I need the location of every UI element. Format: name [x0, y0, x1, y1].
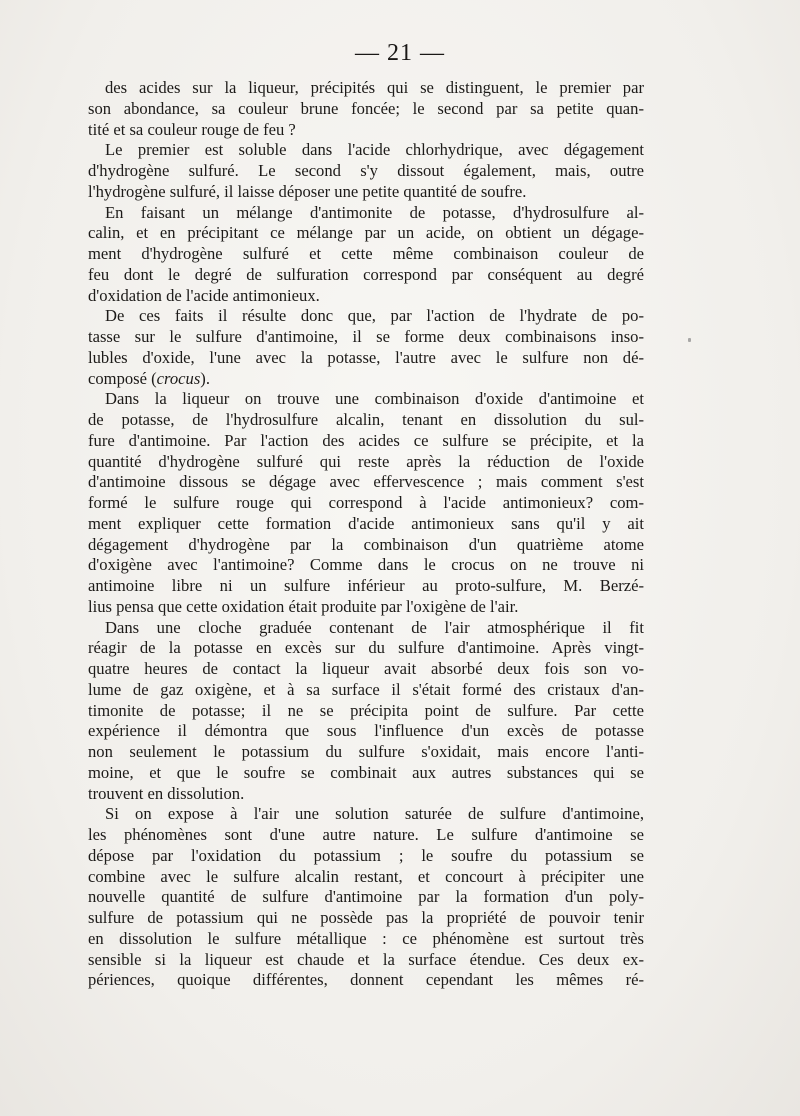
text-line: de potasse, de l'hydrosulfure alcalin, tenant en dissolution du sul-: [88, 410, 644, 429]
text-line: non seulement le potassium du sulfure s'oxidait, mais encore l'anti-: [88, 742, 644, 761]
text-line: timonite de potasse; il ne se précipita point de sulfure. Par cette: [88, 700, 644, 720]
text-line: Le premier est soluble dans l'acide chlorhydrique, avec dégagement: [105, 140, 644, 160]
paragraph-6: [88, 618, 644, 805]
text-line: sulfure de potassium qui ne possède pas la propriété de pouvoir tenir: [88, 908, 644, 927]
text-line: feu dont le degré de sulfuration correspond par conséquent au degré: [88, 264, 644, 284]
print-speck: [688, 338, 691, 342]
text-line: d'oxidation de l'acide antimonieux.: [88, 285, 320, 305]
text-line: d'oxigène avec l'antimoine? Comme dans le crocus on ne trouve ni: [88, 555, 644, 575]
text-line: En faisant un mélange d'antimonite de potasse, d'hydrosulfure al-: [105, 202, 644, 222]
paragraph-4: [88, 306, 644, 389]
text-line: trouvent en dissolution.: [88, 783, 245, 803]
text-line: Si on expose à l'air une solution saturée de sulfure d'antimoine,: [105, 804, 644, 824]
text-line: fure d'antimoine. Par l'action des acides ce sulfure se précipite, et la: [88, 430, 644, 450]
text-line: tité et sa couleur rouge de feu ?: [88, 119, 296, 139]
text-line: moine, et que le soufre se combinait aux autres substances qui se: [88, 762, 644, 782]
text-line: combine avec le sulfure alcalin restant, et concourt à précipiter une: [88, 866, 644, 886]
text-line: Dans une cloche graduée contenant de l'air atmosphérique il fit: [105, 617, 644, 637]
text-line: [88, 369, 644, 390]
text-line: formé le sulfure rouge qui correspond à l'acide antimonieux? com-: [88, 493, 644, 512]
text-line: lius pensa que cette oxidation était produite par l'oxigène de l'air.: [88, 596, 519, 616]
text-line: quatre heures de contact la liqueur avait absorbé deux fois son vo-: [88, 659, 644, 678]
text-line: lubles d'oxide, l'une avec la potasse, l'autre avec le sulfure non dé-: [88, 347, 644, 367]
text-line: calin, et en précipitant ce mélange par un acide, on obtient un dégage-: [88, 223, 644, 243]
text-line: des acides sur la liqueur, précipités qui se distinguent, le premier par: [105, 78, 644, 97]
text-line: Dans la liqueur on trouve une combinaison d'oxide d'antimoine et: [105, 389, 644, 409]
text-line: sensible si la liqueur est chaude et la surface étendue. Ces deux ex-: [88, 949, 644, 969]
text-fragment: composé (: [88, 368, 157, 388]
text-line: ment expliquer cette formation d'acide antimonieux sans qu'il y ait: [88, 513, 644, 533]
page-number: — 21 —: [355, 40, 445, 66]
text-line: quantité d'hydrogène sulfuré qui reste après la réduction de l'oxide: [88, 451, 644, 471]
text-line: les phénomènes sont d'une autre nature. Le sulfure d'antimoine se: [88, 825, 644, 844]
text-line: antimoine libre ni un sulfure inférieur au proto-sulfure, M. Berzé-: [88, 576, 644, 595]
text-line: d'hydrogène sulfuré. Le second s'y dissout également, mais, outre: [88, 161, 644, 180]
paragraph-2: [88, 140, 644, 202]
paragraph-1: [88, 78, 644, 140]
text-fragment: ).: [200, 368, 210, 388]
text-line: réagir de la potasse en excès sur du sulfure d'antimoine. Après vingt-: [88, 638, 644, 658]
paragraph-5: [88, 389, 644, 617]
italic-term: crocus: [156, 368, 201, 388]
text-line: ment d'hydrogène sulfuré et cette même combinaison couleur de: [88, 244, 644, 263]
body-text: [88, 78, 644, 991]
text-line: tasse sur le sulfure d'antimoine, il se forme deux combinaisons inso-: [88, 327, 644, 346]
paragraph-7: [88, 804, 644, 991]
text-line: dégagement d'hydrogène par la combinaison d'un quatrième atome: [88, 534, 644, 554]
text-line: périences, quoique différentes, donnent cependant les mêmes ré-: [88, 970, 644, 990]
text-line: dépose par l'oxidation du potassium ; le soufre du potassium se: [88, 845, 644, 865]
paragraph-3: [88, 203, 644, 307]
text-line: en dissolution le sulfure métallique : ce phénomène est surtout très: [88, 928, 644, 948]
text-line: l'hydrogène sulfuré, il laisse déposer une petite quantité de soufre.: [88, 181, 527, 201]
text-line: lume de gaz oxigène, et à sa surface il s'était formé des cristaux d'an-: [88, 679, 644, 699]
text-line: son abondance, sa couleur brune foncée; le second par sa petite quan-: [88, 98, 644, 118]
text-line: nouvelle quantité de sulfure d'antimoine par la formation d'un poly-: [88, 887, 644, 907]
text-line: expérience il démontra que sous l'influence d'un excès de potasse: [88, 721, 644, 741]
text-line: d'antimoine dissous se dégage avec effervescence ; mais comment s'est: [88, 472, 644, 492]
text-line: De ces faits il résulte donc que, par l'action de l'hydrate de po-: [105, 306, 644, 326]
